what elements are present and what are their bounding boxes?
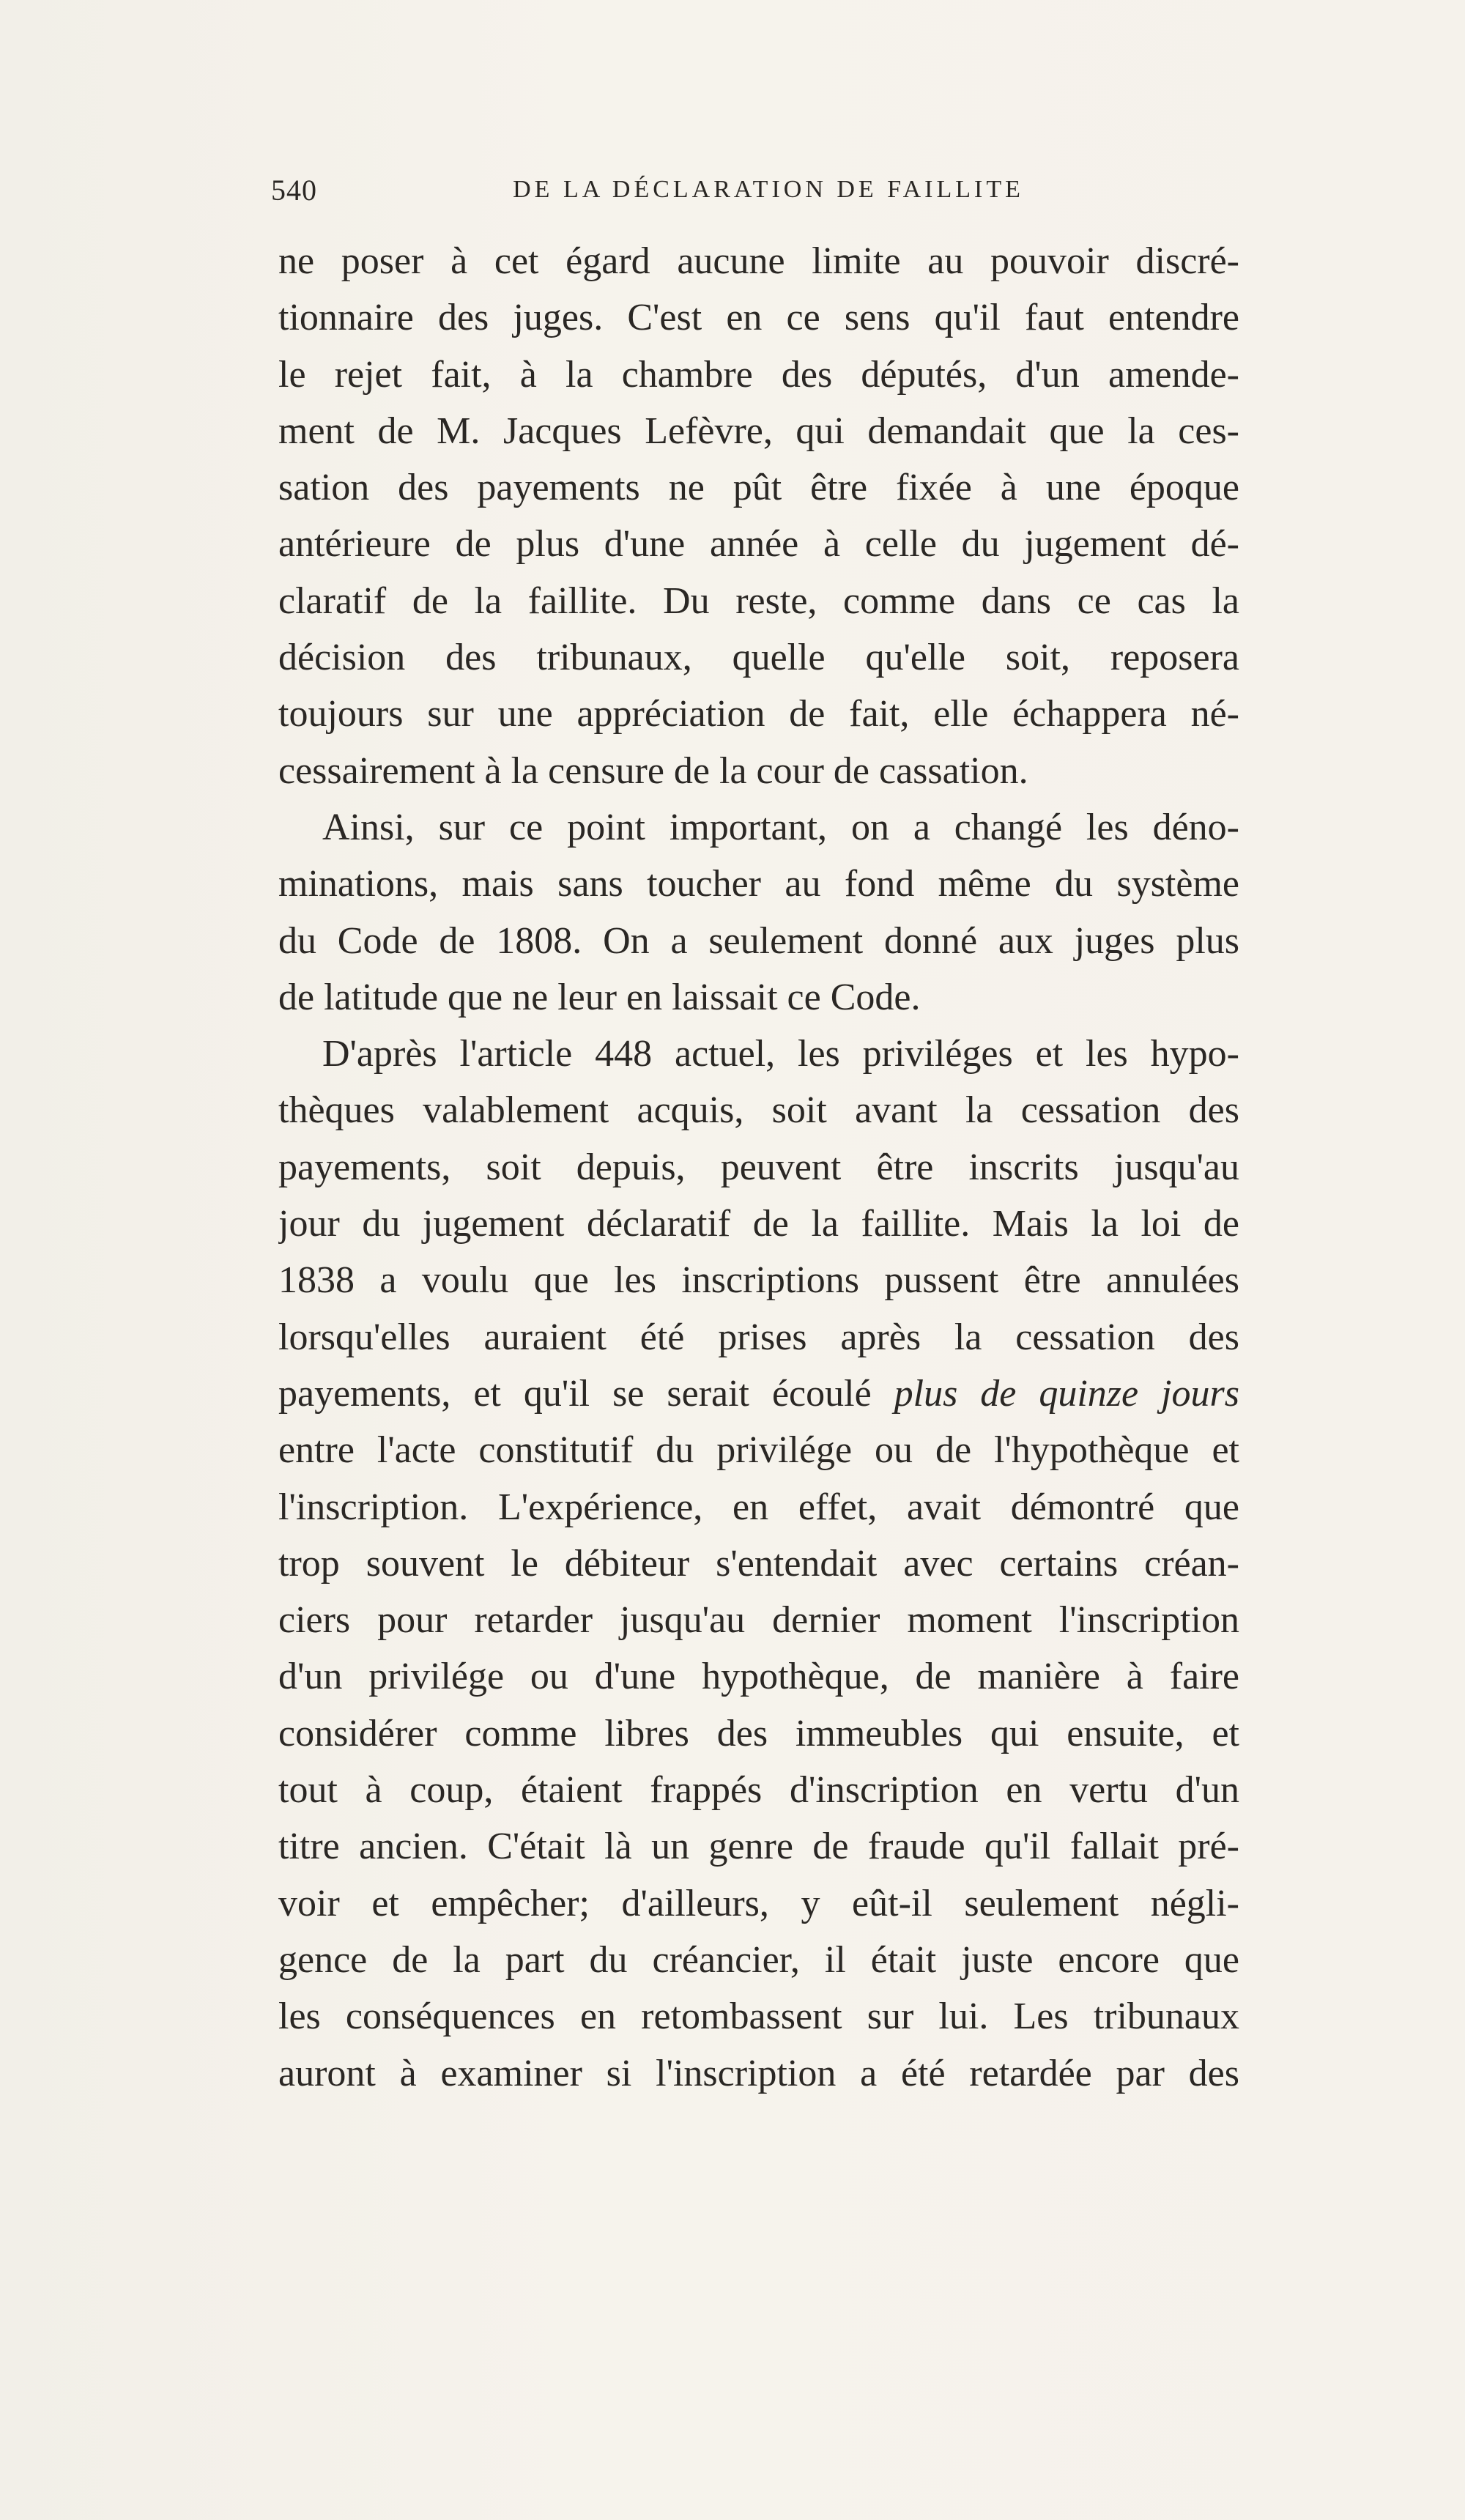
text-line: gence de la part du créancier, il était juste encore que: [278, 1938, 1239, 1981]
text-line: entre l'acte constitutif du privilége ou de l'hypothèque et: [278, 1429, 1239, 1472]
text-line: trop souvent le débiteur s'entendait avec certains créan-: [278, 1542, 1239, 1585]
text-line: le rejet fait, à la chambre des députés, d'un amende-: [278, 353, 1239, 396]
text-line: 1838 a voulu que les inscriptions pussent être annulées: [278, 1259, 1239, 1302]
text-line: antérieure de plus d'une année à celle du jugement dé-: [278, 523, 1239, 566]
text-line: d'un privilége ou d'une hypothèque, de manière à faire: [278, 1656, 1239, 1698]
text-segment: payements, et qu'il se serait écoulé: [278, 1372, 894, 1415]
running-title: DE LA DÉCLARATION DE FAILLITE: [513, 176, 1024, 203]
text-line: les conséquences en retombassent sur lui. Les tribunaux: [278, 1995, 1239, 2038]
text-line: titre ancien. C'était là un genre de fraude qu'il fallait pré-: [278, 1826, 1239, 1868]
text-line: décision des tribunaux, quelle qu'elle soit, reposera: [278, 637, 1239, 679]
text-line: jour du jugement déclaratif de la faillite. Mais la loi de: [278, 1203, 1239, 1245]
text-line: tionnaire des juges. C'est en ce sens qu'il faut entendre: [278, 297, 1239, 339]
text-line: considérer comme libres des immeubles qui ensuite, et: [278, 1712, 1239, 1754]
text-line: tout à coup, étaient frappés d'inscription en vertu d'un: [278, 1769, 1239, 1812]
text-line-paragraph-start: Ainsi, sur ce point important, on a changé les déno-: [322, 806, 1239, 848]
page-number: 540: [271, 174, 317, 207]
text-line: du Code de 1808. On a seulement donné aux juges plus: [278, 919, 1239, 962]
text-line: lorsqu'elles auraient été prises après la cessation des: [278, 1316, 1239, 1358]
text-line: ment de M. Jacques Lefèvre, qui demandait que la ces-: [278, 410, 1239, 452]
running-head: [271, 173, 1236, 217]
text-line: cessairement à la censure de la cour de cassation.: [278, 749, 1028, 792]
text-line: de latitude que ne leur en laissait ce Code.: [278, 976, 921, 1018]
text-line: toujours sur une appréciation de fait, elle échappera né-: [278, 693, 1239, 735]
text-line: payements, soit depuis, peuvent être inscrits jusqu'au: [278, 1146, 1239, 1188]
body-text: [278, 233, 1239, 2102]
text-line: thèques valablement acquis, soit avant la cessation des: [278, 1089, 1239, 1132]
text-line-with-italic: [278, 1365, 1239, 1422]
text-line: minations, mais sans toucher au fond même du système: [278, 863, 1239, 905]
text-line: auront à examiner si l'inscription a été retardée par des: [278, 2052, 1239, 2094]
text-line: ciers pour retarder jusqu'au dernier moment l'inscription: [278, 1599, 1239, 1642]
text-line: voir et empêcher; d'ailleurs, y eût-il seulement négli-: [278, 1882, 1239, 1924]
text-line: l'inscription. L'expérience, en effet, avait démontré que: [278, 1486, 1239, 1528]
text-line-paragraph-start: D'après l'article 448 actuel, les priviléges et les hypo-: [322, 1033, 1239, 1075]
text-line: claratif de la faillite. Du reste, comme dans ce cas la: [278, 579, 1239, 622]
italic-phrase: plus de quinze jours: [894, 1372, 1239, 1415]
text-line: ne poser à cet égard aucune limite au pouvoir discré-: [278, 240, 1239, 282]
text-line: sation des payements ne pût être fixée à une époque: [278, 467, 1239, 509]
